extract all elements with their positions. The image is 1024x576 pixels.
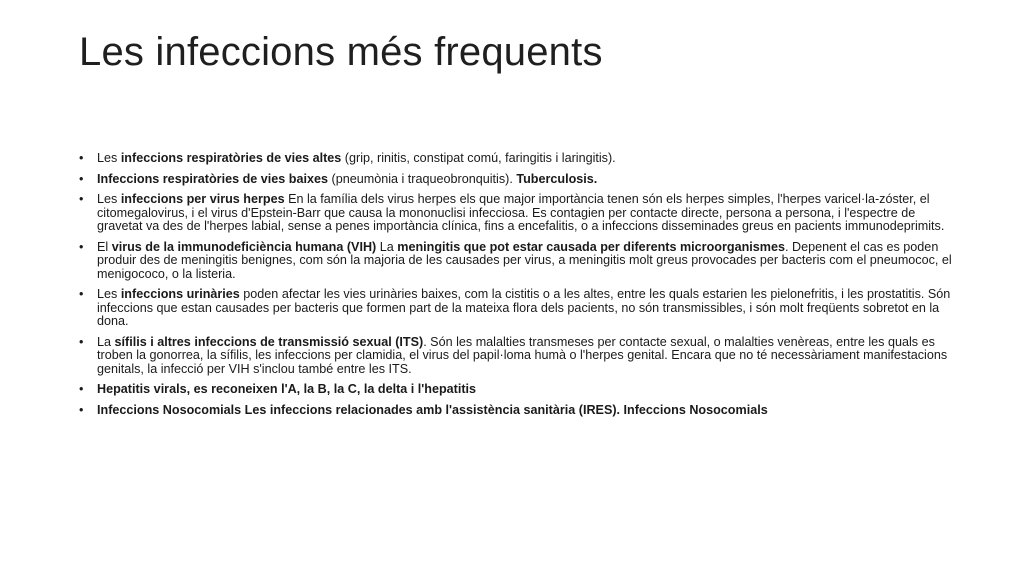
bullet-bold-text: meningitis que pot estar causada per diferents microorganismes bbox=[397, 239, 785, 254]
bullet-dot-icon: • bbox=[79, 151, 84, 165]
slide-title: Les infeccions més frequents bbox=[79, 30, 603, 74]
bullet-bold-text: infeccions urinàries bbox=[120, 287, 240, 301]
bullet-bold-text: sífilis i altres infeccions de transmissió sexual (ITS) bbox=[114, 334, 424, 349]
bullet-item bbox=[79, 288, 959, 329]
bullet-item bbox=[79, 336, 959, 377]
bullet-bold-text: infeccions per virus herpes bbox=[120, 192, 285, 206]
bullet-text: En la família dels virus herpes els que major importància tenen són els herpes simples, l'herpes varicel·la-zóster, el citomegalovirus, i el virus d'Epstein-Barr que causa la mononuclisi infecciosa. Es contagien per contacte directe, persona a persona, i l'espectre de gravetat va des de l'herpes labial, sense a penes importància clínica, fins a encefalitis, o a infeccions disseminades greus en pacients immunodeprimits. bbox=[97, 192, 945, 233]
bullet-bold-text: Infeccions Nosocomials Les infeccions relacionades amb l'assistència sanitària (IRES). Infeccions Nosocomials bbox=[97, 402, 768, 417]
bullet-text: La bbox=[376, 239, 398, 254]
bullet-item bbox=[79, 383, 959, 397]
bullet-dot-icon: • bbox=[79, 192, 84, 206]
bullet-bold-text: Hepatitis virals, es reconeixen l'A, la B, la C, la delta i l'hepatitis bbox=[97, 382, 477, 396]
bullet-bold-text: infeccions respiratòries de vies altes bbox=[120, 151, 342, 165]
bullet-text: La bbox=[97, 334, 115, 349]
bullet-item bbox=[79, 152, 959, 166]
bullet-item bbox=[79, 173, 959, 187]
bullet-text: (grip, rinitis, constipat comú, faringitis i laringitis). bbox=[341, 151, 616, 165]
bullet-bold-text: Infeccions respiratòries de vies baixes bbox=[97, 171, 328, 186]
bullet-dot-icon: • bbox=[79, 382, 84, 396]
bullet-text: (pneumònia i traqueobronquitis). bbox=[328, 171, 517, 186]
bullet-text: Les bbox=[97, 192, 121, 206]
bullet-bold-text: Tuberculosis. bbox=[516, 171, 598, 186]
bullet-item bbox=[79, 404, 959, 418]
bullet-text: . Depenent el cas es poden produir des de meningitis benignes, com són la majoria de les causades per virus, a meningitis molt greus provocades per bacteris com el pneumococ, el menigococo, o la listeria. bbox=[97, 239, 952, 281]
bullet-text: poden afectar les vies urinàries baixes, com la cistitis o a les altes, entre les quals estarien les pielonefritis, i les prostatitis. Són infeccions que estan causades per bacteris que formen part de la mateixa flora dels pacients, no són transmissibles, i són molt freqüents sobretot en la dona. bbox=[97, 287, 951, 328]
bullet-list bbox=[79, 152, 959, 424]
bullet-text: Les bbox=[97, 151, 121, 165]
bullet-text: . Són les malalties transmeses per contacte sexual, o malalties venèreas, entre les quals es troben la gonorrea, la sífilis, les infeccions per clamidia, el virus del papil·loma humà o l'herpes genital. Encara que no té necessàriament manifestacions genitals, la infecció per VIH s'inclou també entre les ITS. bbox=[97, 334, 948, 376]
bullet-dot-icon: • bbox=[79, 402, 84, 417]
bullet-item bbox=[79, 241, 959, 282]
bullet-dot-icon: • bbox=[79, 334, 84, 349]
bullet-dot-icon: • bbox=[79, 171, 84, 186]
bullet-text: Les bbox=[97, 287, 121, 301]
bullet-dot-icon: • bbox=[79, 287, 84, 301]
bullet-item bbox=[79, 193, 959, 234]
bullet-bold-text: virus de la immunodeficiència humana (VIH) bbox=[111, 239, 377, 254]
bullet-text: El bbox=[97, 239, 112, 254]
bullet-dot-icon: • bbox=[79, 239, 84, 254]
